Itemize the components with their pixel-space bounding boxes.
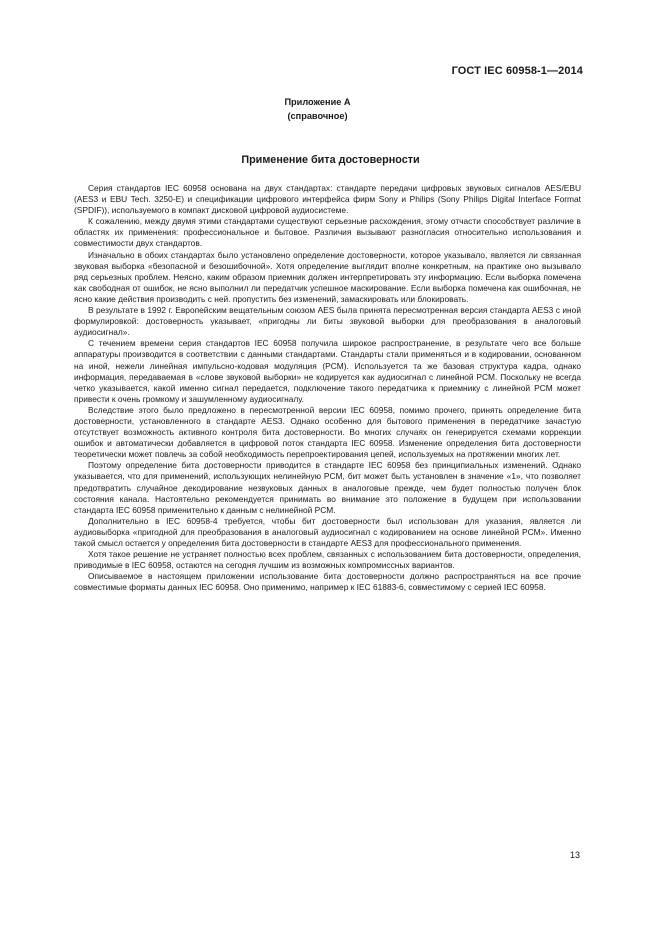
page-number: 13 — [569, 850, 580, 860]
annex-type: (справочное) — [287, 111, 348, 121]
paragraph: Вследствие этого было предложено в пересмотренной версии IEC 60958, помимо прочего, принять определение бита достоверности, установленного в стандарте AES3. Однако особенно для бытового применения в передатчике зачастую отсутствует возможность активного контроля бита достоверности. Во многих случаях он генерируется схемами коррекции ошибок и автоматически добавляется в цифровой поток стандарта IEC 60958. Изменение определения бита достоверности теоретически может повлечь за собой необходимость перепроектирования цепей, используемых на протяжении многих лет. — [74, 404, 581, 460]
paragraph: Хотя такое решение не устраняет полностью всех проблем, связанных с использованием бита достоверности, определения, приводимые в IEC 60958, остаются на сегодня лучшим из возможных компромиссных вариантов. — [74, 549, 581, 571]
annex-heading — [0, 95, 661, 123]
paragraph: Изначально в обоих стандартах было установлено определение достоверности, которое указывало, является ли связанная звуковая выборка «безопасной и безошибочной». Хотя определение выглядит вполне конкретным, на практике оно вызывало ряд серьезных проблем. Неясно, каким образом приемник должен интерпретировать эту информацию. Если выборка помечена как свободная от ошибок, не ясно выполнил ли передатчик успешное маскирование. Если выборка помечена как ошибочная, не ясно какие действия производить с ней. пропустить без изменений, замаскировать или блокировать. — [74, 249, 581, 304]
paragraph: Описываемое в настоящем приложении использование бита достоверности должно распространяться на все прочие совместимые форматы данных IEC 60958. Оно применимо, например к IEC 61883-6, совместимому с серией IEC 60958. — [74, 571, 581, 593]
paragraph: Серия стандартов IEC 60958 основана на двух стандартах: стандарте передачи цифровых звуковых сигналов AES/EBU (AES3 и EBU Tech. 3250-E) и спецификации цифрового интерфейса фирм Sony и Philips (Sony Philips Digital Interface Format (SPDIF)), используемого в компакт дисковой цифровой аудиосистеме. — [74, 183, 581, 216]
paragraph: В результате в 1992 г. Европейским вещательным союзом AES была принята пересмотренная версия стандарта AES3 с иной формулировкой: достоверность указывает, «пригодны ли биты звуковой выборки для преобразования в аналоговый аудиосигнал». — [74, 305, 581, 338]
paragraph: К сожалению, между двумя этими стандартами существуют серьезные расхождения, этому отчасти способствует различие в областях их применения: профессиональное и бытовое. Различия вызывают разногласия относительно использования и совместимости двух стандартов. — [74, 216, 581, 249]
body-text — [74, 183, 581, 593]
annex-label: Приложение А — [284, 97, 351, 107]
standard-header: ГОСТ IEC 60958-1—2014 — [451, 65, 583, 77]
paragraph: С течением времени серия стандартов IEC 60958 получила широкое распространение, в результате чего все больше аппаратуры производится в соответствии с данными стандартами. Стандарты стали применяться и в кодировании, основанном на иной, нежели линейная импульсно-кодовая модуляция (PCM). Используется та же базовая структура кадра, однако информация, передаваемая в «слове звуковой выборки» не кодируется как аудиосигнал с линейной PCM. Поскольку не всегда четко указывается, какой именно сигнал передается, подключение такого передатчика к приемнику с линейной PCM может привести к очень громкому и зашумленному аудиосигналу. — [74, 338, 581, 404]
paragraph: Поэтому определение бита достоверности приводится в стандарте IEC 60958 без принципиальных изменений. Однако указывается, что для применений, использующих нелинейную PCM, бит может быть установлен в значение «1», что позволяет предотвратить случайное декодирование незвуковых данных в аналоговые прежде, чем будет полностью получен блок состояния канала. Настоятельно рекомендуется принимать во внимание это положение в будущем при использовании стандарта IEC 60958 применительно к данным с нелинейной PCM. — [74, 460, 581, 515]
annex-title: Применение бита достоверности — [241, 154, 420, 166]
paragraph: Дополнительно в IEC 60958-4 требуется, чтобы бит достоверности был использован для указания, является ли аудиовыборка «пригодной для преобразования в аналоговый аудиосигнал с кодированием на основе линейной PCM». Именно такой смысл остается у определения бита достоверности в стандарте AES3 для профессионального применения. — [74, 515, 581, 548]
